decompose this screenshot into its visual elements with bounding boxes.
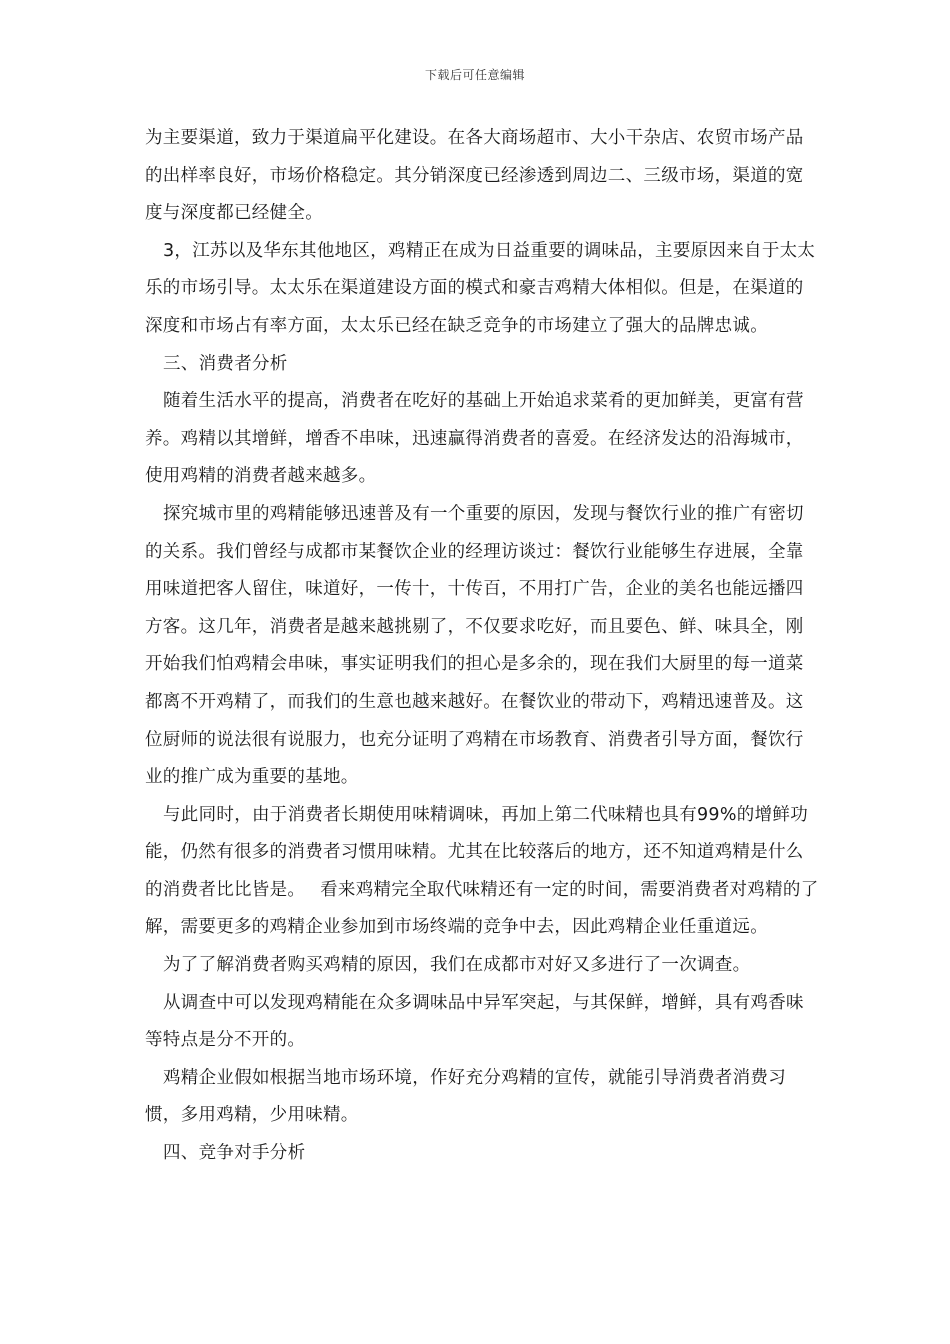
paragraph-promotion: 鸡精企业假如根据当地市场环境，作好充分鸡精的宣传，就能引导消费者消费习惯，多用鸡精，少用味精。 bbox=[145, 1067, 786, 1126]
paragraph-jiangsu: 3，江苏以及华东其他地区，鸡精正在成为日益重要的调味品，主要原因来自于太太乐的市场引导。太太乐在渠道建设方面的模式和豪吉鸡精大体相似。但是，在渠道的深度和市场占有率方面，太太乐已经在缺乏竞争的市场建立了强大的品牌忠诚。 bbox=[145, 240, 816, 336]
paragraph-catering-industry: 探究城市里的鸡精能够迅速普及有一个重要的原因，发现与餐饮行业的推广有密切的关系。我们曾经与成都市某餐饮企业的经理访谈过：餐饮行业能够生存进展，全靠用味道把客人留住，味道好，一传十，十传百，不用打广告，企业的美名也能远播四方客。这几年，消费者是越来越挑剔了，不仅要求吃好，而且要色、鲜、味具全，刚开始我们怕鸡精会串味，事实证明我们的担心是多余的，现在我们大厨里的每一道菜都离不开鸡精了，而我们的生意也越来越好。在餐饮业的带动下，鸡精迅速普及。这位厨师的说法很有说服力，也充分证明了鸡精在市场教育、消费者引导方面，餐饮行业的推广成为重要的基地。 bbox=[145, 503, 804, 788]
section-heading-competitor-analysis: 四、竞争对手分析 bbox=[163, 1143, 306, 1164]
paragraph-channel-continued: 为主要渠道，致力于渠道扁平化建设。在各大商场超市、大小干杂店、农贸市场产品的出样率良好，市场价格稳定。其分销深度已经渗透到周边二、三级市场，渠道的宽度与深度都已经健全。 bbox=[145, 128, 804, 224]
paragraph-survey-findings: 从调查中可以发现鸡精能在众多调味品中异军突起，与其保鲜，增鲜，具有鸡香味等特点是分不开的。 bbox=[145, 992, 804, 1051]
section-heading-consumer-analysis: 三、消费者分析 bbox=[163, 353, 288, 374]
paragraph-msg-habits: 与此同时，由于消费者长期使用味精调味，再加上第二代味精也具有99%的增鲜功能，仍然有很多的消费者习惯用味精。尤其在比较落后的地方，还不知道鸡精是什么的消费者比比皆是。 看来鸡精完全取代味精还有一定的时间，需要消费者对鸡精的了解，需要更多的鸡精企业参加到市场终端的竞争中去，因此鸡精企业任重道远。 bbox=[145, 804, 819, 938]
paragraph-survey: 为了了解消费者购买鸡精的原因，我们在成都市对好又多进行了一次调查。 bbox=[163, 955, 751, 976]
header-note: 下载后可任意编辑 bbox=[424, 68, 525, 82]
paragraph-living-standards: 随着生活水平的提高，消费者在吃好的基础上开始追求菜肴的更加鲜美，更富有营养。鸡精以其增鲜，增香不串味，迅速赢得消费者的喜爱。在经济发达的沿海城市，使用鸡精的消费者越来越多。 bbox=[145, 391, 804, 487]
document-body bbox=[145, 120, 820, 1173]
